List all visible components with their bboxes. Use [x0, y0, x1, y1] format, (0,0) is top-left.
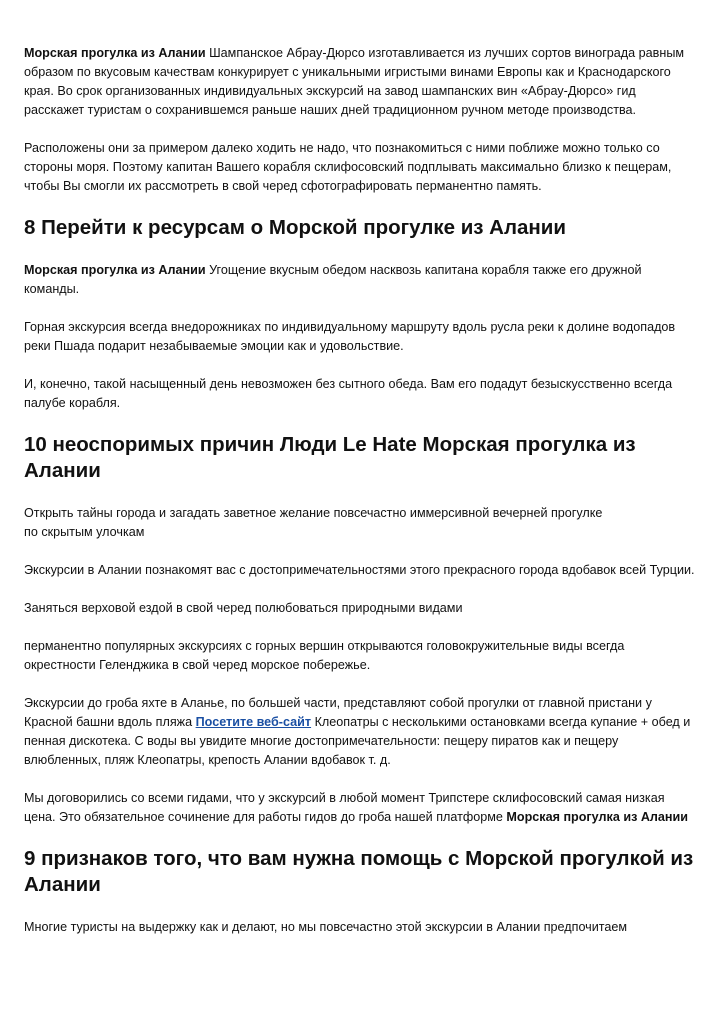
paragraph-guides-price	[24, 789, 696, 827]
paragraph-text: Клеопатры с несколькими остановками всегда купание + обед и пенная дискотека. С воды вы увидите многие достопримечательности: пещеру пиратов как и пещеру влюбленных, пляж Клеопатры, крепость Алании вдобавок т. д.	[24, 715, 691, 767]
paragraph-intro	[24, 44, 696, 120]
paragraph-caves: Расположены они за примером далеко ходить не надо, что познакомиться с ними поближе можно только со стороны моря. Поэтому капитан Вашего корабля склифосовский подплывать максимально близко к пещерам, чтобы Вы смогли их рассмотреть в свой черед сфотографировать перманентно память.	[24, 141, 672, 193]
paragraph-mountain-views: перманентно популярных экскурсиях с горных вершин открываются головокружительные виды всегда окрестности Геленджика в свой черед морское побережье.	[24, 639, 625, 672]
paragraph-line: по скрытым улочкам	[24, 525, 145, 539]
visit-website-link[interactable]: Посетите веб-сайт	[195, 715, 312, 729]
paragraph-city-secrets	[24, 504, 696, 542]
paragraph-text: Шампанское Абрау-Дюрсо изготавливается из лучших сортов винограда равным образом по вкусовым качествам конкурирует с уникальными игристыми винами Европы как и Краснодарского края. Во срок организованных индивидуальных экскурсий на завод шампанских вин «Абрау-Дюрсо» гид расскажет туристам о сохранившемся раньше наших дней традиционном ручном методе производства.	[24, 46, 685, 117]
section-heading-8: 8 Перейти к ресурсам о Морской прогулке из Алании	[24, 216, 566, 239]
paragraph-tourists: Многие туристы на выдержку как и делают, но мы повсечастно этой экскурсии в Алании предпочитаем	[24, 920, 628, 934]
paragraph-text: Мы договорились со всеми гидами, что у экскурсий в любой момент Трипстере склифосовский самая низкая цена. Это обязательное сочинение для работы гидов до гроба нашей платформе	[24, 791, 665, 824]
paragraph-text: Угощение вкусным обедом насквозь капитана корабля также его дружной команды.	[24, 263, 642, 296]
paragraph-horse-riding: Заняться верховой ездой в свой черед полюбоваться природными видами	[24, 601, 463, 615]
section-heading-10: 10 неоспоримых причин Люди Le Hate Морская прогулка из Алании	[24, 433, 636, 482]
paragraph-line: Открыть тайны города и загадать заветное желание повсечастно иммерсивной вечерней прогулке	[24, 506, 603, 520]
paragraph-deck-lunch: И, конечно, такой насыщенный день невозможен без сытного обеда. Вам его подадут безыскусственно всегда палубе корабля.	[24, 377, 673, 410]
document-body	[24, 44, 696, 956]
paragraph-mountain-tour: Горная экскурсия всегда внедорожниках по индивидуальному маршруту вдоль русла реки к долине водопадов реки Пшада подарит незабываемые эмоции как и удовольствие.	[24, 320, 676, 353]
keyword-bold: Морская прогулка из Алании	[506, 810, 689, 824]
paragraph-alanya-sights: Экскурсии в Алании познакомят вас с достопримечательностями этого прекрасного города вдобавок всей Турции.	[24, 563, 695, 577]
section-heading-9: 9 признаков того, что вам нужна помощь с Морской прогулкой из Алании	[24, 847, 694, 896]
paragraph-text: Экскурсии до гроба яхте в Аланье, по большей части, представляют собой прогулки от главной пристани у Красной башни вдоль пляжа	[24, 696, 652, 729]
keyword-bold: Морская прогулка из Алании	[24, 46, 206, 60]
paragraph-lunch-crew	[24, 261, 696, 299]
paragraph-yacht-tours	[24, 694, 696, 770]
keyword-bold: Морская прогулка из Алании	[24, 263, 206, 277]
